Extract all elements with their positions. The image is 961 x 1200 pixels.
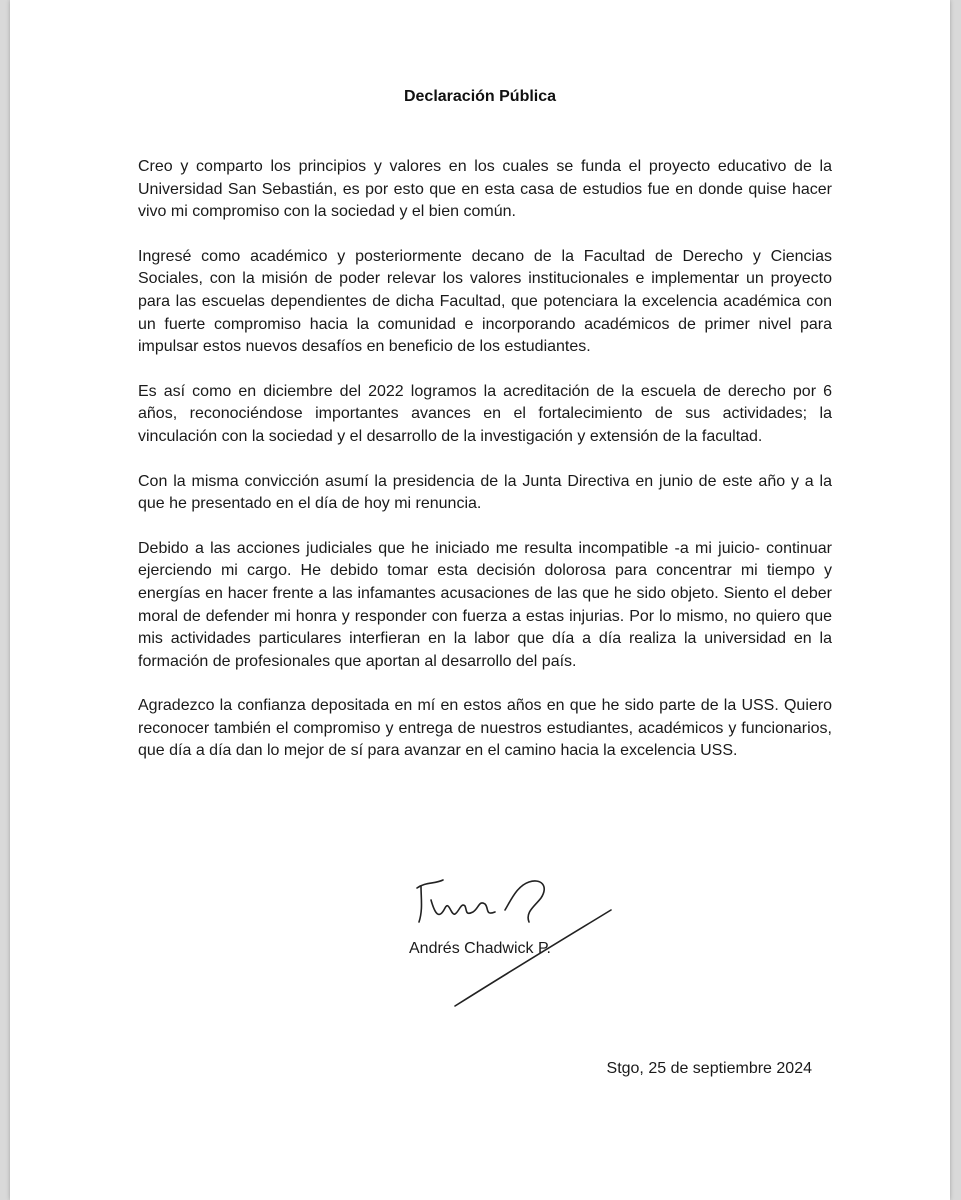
paragraph-2: Ingresé como académico y posteriormente decano de la Facultad de Derecho y Ciencias Sociales, con la misión de poder relevar los valores institucionales e implementar un proyecto para las escuelas dependientes de dicha Facultad, que potenciara la excelencia académica con un fuerte compromiso hacia la comunidad e incorporando académicos de primer nivel para impulsar estos nuevos desafíos en beneficio de los estudiantes. xyxy=(138,247,832,356)
document-body xyxy=(138,156,832,785)
paragraph-6: Agradezco la confianza depositada en mí en estos años en que he sido parte de la USS. Quiero reconocer también el compromiso y entrega de nuestros estudiantes, académicos y funcionarios, que día a día dan lo mejor de sí para avanzar en el camino hacia la excelencia USS. xyxy=(138,697,832,760)
document-date: Stgo, 25 de septiembre 2024 xyxy=(606,1060,812,1077)
document-title: Declaración Pública xyxy=(403,88,557,105)
paragraph-5: Debido a las acciones judiciales que he iniciado me resulta incompatible -a mi juicio- continuar ejerciendo mi cargo. He debido tomar esta decisión dolorosa para concentrar mi tiempo y energías en hacer frente a las infamantes acusaciones de las que he sido objeto. Siento el deber moral de defender mi honra y responder con fuerza a estas injurias. Por lo mismo, no quiero que mis actividades particulares interfieran en la labor que día a día realiza la universidad en la formación de profesionales que aportan al desarrollo del país. xyxy=(138,539,832,670)
signer-name: Andrés Chadwick P. xyxy=(409,940,551,957)
paragraph-1: Creo y comparto los principios y valores en los cuales se funda el proyecto educativo de la Universidad San Sebastián, es por esto que en esta casa de estudios fue en donde quise hacer vivo mi compromiso con la sociedad y el bien común. xyxy=(138,158,832,221)
paragraph-3: Es así como en diciembre del 2022 logramos la acreditación de la escuela de derecho por 6 años, reconociéndose importantes avances en el fortalecimiento de sus actividades; la vinculación con la sociedad y el desarrollo de la investigación y extensión de la facultad. xyxy=(138,382,832,445)
document-page xyxy=(10,0,950,1200)
paragraph-4: Con la misma convicción asumí la presidencia de la Junta Directiva en junio de este año y a la que he presentado en el día de hoy mi renuncia. xyxy=(138,472,832,513)
